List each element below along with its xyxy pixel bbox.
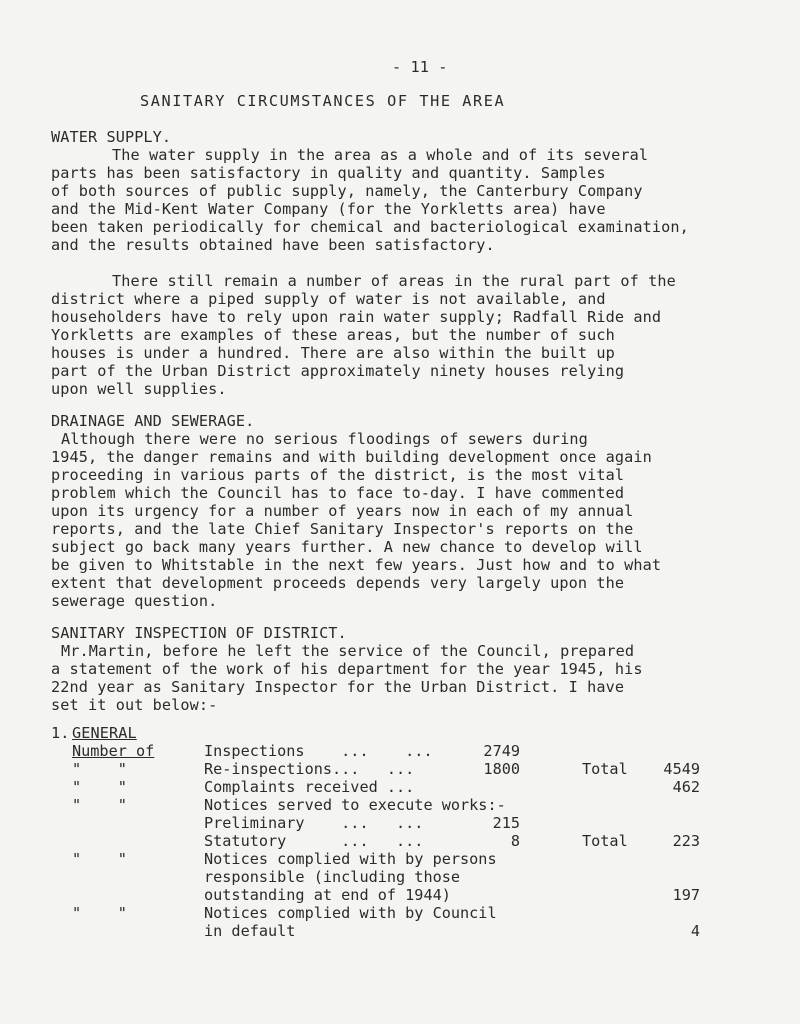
row-label: Notices complied with by persons xyxy=(204,850,497,868)
drainage-line: be given to Whitstable in the next few years. Just how and to what xyxy=(51,556,662,574)
row-total: 4 xyxy=(690,922,700,940)
drainage-line: 1945, the danger remains and with building development once again xyxy=(51,448,652,466)
row-label: responsible (including those xyxy=(204,868,461,886)
inspection-line: a statement of the work of his department for the year 1945, his xyxy=(51,660,643,678)
water-p2-line: There still remain a number of areas in the rural part of the xyxy=(112,272,676,290)
row-ditto: " " xyxy=(72,850,127,868)
row-label: Notices complied with by Council xyxy=(204,904,497,922)
water-p1-line: and the results obtained have been satisfactory. xyxy=(51,236,495,254)
drainage-heading: DRAINAGE AND SEWERAGE. xyxy=(51,412,255,430)
row-ditto: Number of xyxy=(72,742,155,760)
row-label: Re-inspections... ... xyxy=(204,760,415,778)
drainage-line: proceeding in various parts of the district, is the most vital xyxy=(51,466,625,484)
row-ditto: " " xyxy=(72,760,127,778)
water-p2-line: Yorkletts are examples of these areas, but the number of such xyxy=(51,326,615,344)
inspection-line: 22nd year as Sanitary Inspector for the Urban District. I have xyxy=(51,678,625,696)
row-total: 223 xyxy=(672,832,700,850)
row-total-label: Total xyxy=(582,832,628,850)
water-p2-line: part of the Urban District approximately ninety houses relying xyxy=(51,362,625,380)
row-label: outstanding at end of 1944) xyxy=(204,886,451,904)
water-p2-line: houses is under a hundred. There are also within the built up xyxy=(51,344,615,362)
inspection-line: set it out below:- xyxy=(51,696,218,714)
drainage-line: problem which the Council has to face to-day. I have commented xyxy=(51,484,625,502)
row-label: Complaints received ... xyxy=(204,778,415,796)
water-p2-line: upon well supplies. xyxy=(51,380,227,398)
row-label: Preliminary ... ... xyxy=(204,814,424,832)
water-p1-line: The water supply in the area as a whole and of its several xyxy=(112,146,649,164)
drainage-line: Although there were no serious floodings of sewers during xyxy=(61,430,588,448)
inspection-line: Mr.Martin, before he left the service of the Council, prepared xyxy=(61,642,635,660)
drainage-line: sewerage question. xyxy=(51,592,218,610)
row-label: in default xyxy=(204,922,296,940)
water-p2-line: householders have to rely upon rain water supply; Radfall Ride and xyxy=(51,308,662,326)
inspection-heading: SANITARY INSPECTION OF DISTRICT. xyxy=(51,624,347,642)
page-number: - 11 - xyxy=(392,58,448,76)
row-value: 1800 xyxy=(483,760,520,778)
water-p1-line: parts has been satisfactory in quality and quantity. Samples xyxy=(51,164,606,182)
water-p1-line: of both sources of public supply, namely, the Canterbury Company xyxy=(51,182,643,200)
row-value: 2749 xyxy=(483,742,520,760)
drainage-line: reports, and the late Chief Sanitary Inspector's reports on the xyxy=(51,520,634,538)
row-total: 197 xyxy=(672,886,700,904)
row-total: 4549 xyxy=(663,760,700,778)
row-label: Statutory ... ... xyxy=(204,832,424,850)
row-label: Notices served to execute works:- xyxy=(204,796,506,814)
page-title: SANITARY CIRCUMSTANCES OF THE AREA xyxy=(140,92,506,110)
section-number: 1. xyxy=(51,724,70,742)
water-supply-heading: WATER SUPPLY. xyxy=(51,128,172,146)
row-total-label: Total xyxy=(582,760,628,778)
drainage-line: subject go back many years further. A new chance to develop will xyxy=(51,538,643,556)
row-label: Inspections ... ... xyxy=(204,742,433,760)
row-ditto: " " xyxy=(72,778,127,796)
water-p1-line: and the Mid-Kent Water Company (for the Yorkletts area) have xyxy=(51,200,606,218)
general-heading: GENERAL xyxy=(72,724,137,742)
row-ditto: " " xyxy=(72,904,127,922)
drainage-line: upon its urgency for a number of years now in each of my annual xyxy=(51,502,634,520)
drainage-line: extent that development proceeds depends very largely upon the xyxy=(51,574,625,592)
water-p2-line: district where a piped supply of water is not available, and xyxy=(51,290,606,308)
row-value: 8 xyxy=(510,832,520,850)
water-p1-line: been taken periodically for chemical and bacteriological examination, xyxy=(51,218,689,236)
row-ditto: " " xyxy=(72,796,127,814)
row-total: 462 xyxy=(672,778,700,796)
row-value: 215 xyxy=(492,814,520,832)
